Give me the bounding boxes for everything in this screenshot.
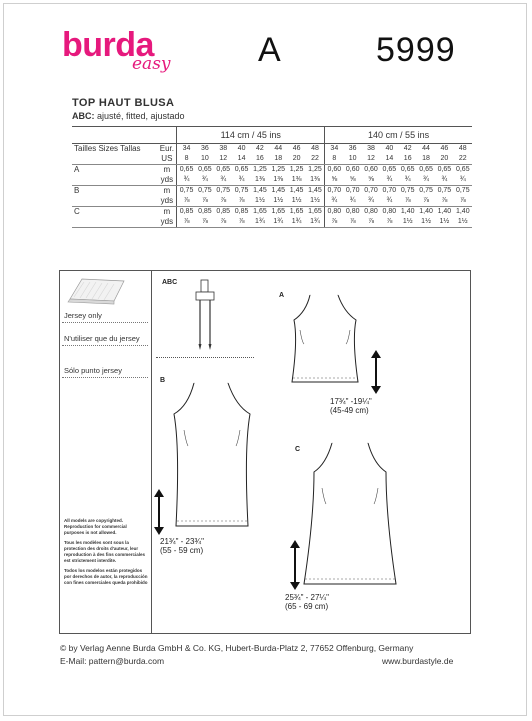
- eur-size-cell: 42: [403, 145, 412, 152]
- meters-cell: 1,25: [308, 166, 322, 173]
- meters-cell: 0,75: [419, 187, 433, 194]
- yards-cell: 1¾: [306, 217, 325, 228]
- eur-size-cell: 40: [385, 145, 394, 152]
- yards-cell: ¾: [214, 175, 232, 186]
- length-arrow-icon: [371, 350, 381, 394]
- yards-cell: ⅝: [344, 175, 362, 186]
- meters-cell: 0,75: [179, 187, 194, 194]
- yards-cell: ⅞: [399, 196, 417, 207]
- unit-label: yds: [157, 217, 177, 228]
- meters-cell: 1,40: [455, 208, 470, 215]
- length-inches: 25¾" - 27¼": [285, 593, 329, 602]
- yards-cell: 1½: [251, 196, 269, 207]
- fit-code: ABC:: [72, 111, 95, 121]
- yards-cell: 1½: [417, 217, 435, 228]
- yards-cell: 1½: [269, 196, 287, 207]
- eur-size-cell: 46: [292, 145, 301, 152]
- meters-cell: 1,65: [289, 208, 304, 215]
- meters-cell: 1,40: [437, 208, 452, 215]
- length-inches: 21¾" - 23¾": [160, 537, 204, 546]
- meters-cell: 0,75: [400, 187, 415, 194]
- meters-cell: 1,45: [271, 187, 286, 194]
- twin-needle-icon: [190, 278, 220, 352]
- copyright-notice: [64, 518, 148, 586]
- view-letter: A: [258, 31, 281, 69]
- yards-cell: ¾: [344, 196, 362, 207]
- copyright-en-2: Reproduction for commercial purposes is not allowed.: [64, 524, 127, 535]
- meters-cell: 0,85: [234, 208, 249, 215]
- meters-cell: 1,40: [400, 208, 415, 215]
- divider: [62, 377, 148, 378]
- yards-cell: 1½: [287, 196, 305, 207]
- yards-cell: ¾: [362, 196, 380, 207]
- meters-cell: 0,70: [364, 187, 378, 194]
- us-size-cell: 20: [435, 154, 453, 165]
- meters-cell: 0,85: [216, 208, 231, 215]
- us-size-cell: 10: [344, 154, 362, 165]
- us-size-cell: 14: [380, 154, 398, 165]
- unit-label: yds: [157, 175, 177, 186]
- view-row-label: A: [74, 165, 80, 174]
- divider: [62, 345, 148, 346]
- yards-cell: ¾: [380, 196, 398, 207]
- publisher-line: © by Verlag Aenne Burda GmbH & Co. KG, Hubert-Burda-Platz 2, 77652 Offenburg, Germany: [60, 643, 414, 653]
- eur-size-cell: 40: [237, 145, 246, 152]
- meters-cell: 0,80: [364, 208, 378, 215]
- length-cm: (45-49 cm): [330, 406, 369, 415]
- yards-cell: ¾: [325, 196, 344, 207]
- meters-cell: 1,65: [253, 208, 267, 215]
- meters-cell: 0,65: [437, 166, 452, 173]
- meters-cell: 0,70: [345, 187, 360, 194]
- meters-cell: 0,60: [364, 166, 378, 173]
- meters-cell: 0,85: [179, 208, 194, 215]
- eur-size-cell: 42: [256, 145, 264, 152]
- burda-logo: burda: [62, 26, 154, 64]
- yards-cell: ⅞: [232, 196, 250, 207]
- pattern-number: 5999: [376, 31, 456, 69]
- eur-size-cell: 44: [274, 145, 283, 152]
- length-inches: 17¾" -19¼": [330, 397, 372, 406]
- yards-cell: ⅞: [380, 217, 398, 228]
- yards-cell: 1¾: [251, 217, 269, 228]
- meters-cell: 0,75: [198, 187, 212, 194]
- meters-cell: 0,65: [234, 166, 249, 173]
- yards-cell: ¾: [177, 175, 196, 186]
- fabric-note-es: Sólo punto jersey: [64, 366, 122, 375]
- length-cm: (55 - 59 cm): [160, 546, 204, 555]
- yards-cell: ⅞: [177, 196, 196, 207]
- meters-cell: 0,65: [419, 166, 433, 173]
- meters-cell: 0,80: [382, 208, 397, 215]
- view-a-drawing: [280, 290, 370, 386]
- width-group-114: 114 cm / 45 ins: [177, 127, 325, 144]
- yards-cell: ⅝: [325, 175, 344, 186]
- panel-divider: [151, 270, 152, 634]
- yards-cell: 1⅜: [287, 175, 305, 186]
- eur-size-cell: 38: [367, 145, 375, 152]
- unit-label: m: [157, 207, 177, 218]
- us-size-cell: 10: [196, 154, 214, 165]
- meters-cell: 0,65: [400, 166, 415, 173]
- meters-cell: 0,65: [455, 166, 470, 173]
- yards-cell: ⅞: [232, 217, 250, 228]
- size-header-label: Tailles Sizes Tallas: [74, 144, 141, 153]
- copyright-en-1: All models are copyrighted.: [64, 518, 124, 523]
- jersey-fabric-icon: [64, 277, 126, 305]
- yards-cell: ⅞: [177, 217, 196, 228]
- us-size-cell: 20: [287, 154, 305, 165]
- meters-cell: 1,45: [308, 187, 322, 194]
- us-size-cell: 18: [269, 154, 287, 165]
- meters-cell: 0,60: [325, 165, 344, 176]
- yards-cell: ¾: [454, 175, 472, 186]
- yards-cell: 1¾: [269, 217, 287, 228]
- yards-cell: ⅞: [196, 196, 214, 207]
- easy-logo: easy: [132, 54, 171, 74]
- meters-cell: 0,80: [345, 208, 360, 215]
- meters-cell: 0,70: [382, 187, 397, 194]
- meters-cell: 1,45: [289, 187, 304, 194]
- us-size-cell: 22: [454, 154, 472, 165]
- yards-cell: 1⅜: [306, 175, 325, 186]
- meters-cell: 1,25: [289, 166, 304, 173]
- yards-cell: 1½: [399, 217, 417, 228]
- view-a-length: [330, 397, 372, 415]
- yards-cell: 1½: [306, 196, 325, 207]
- us-size-cell: 18: [417, 154, 435, 165]
- meters-cell: 1,65: [271, 208, 286, 215]
- meters-cell: 0,65: [382, 166, 397, 173]
- us-size-cell: 14: [232, 154, 250, 165]
- divider: [62, 322, 148, 323]
- us-size-cell: 22: [306, 154, 325, 165]
- us-size-cell: 12: [362, 154, 380, 165]
- yards-cell: ⅞: [214, 217, 232, 228]
- garment-title: TOP HAUT BLUSA: [72, 97, 175, 109]
- yardage-row-m: [72, 207, 472, 218]
- divider: [156, 357, 254, 358]
- eur-size-cell: 46: [440, 145, 449, 152]
- view-c-drawing: [296, 438, 406, 588]
- length-cm: (65 - 69 cm): [285, 602, 329, 611]
- yardage-row-yds: [72, 217, 472, 228]
- length-arrow-icon: [290, 540, 300, 590]
- eur-size-cell: 34: [182, 145, 191, 152]
- us-size-cell: 16: [251, 154, 269, 165]
- meters-cell: 0,60: [345, 166, 360, 173]
- view-b-label: B: [160, 377, 166, 384]
- eur-size-cell: 48: [311, 145, 319, 152]
- yards-cell: ¾: [399, 175, 417, 186]
- yards-cell: ⅝: [362, 175, 380, 186]
- meters-cell: 1,25: [253, 166, 267, 173]
- yards-cell: 1⅜: [251, 175, 269, 186]
- unit-label: yds: [157, 196, 177, 207]
- yards-cell: ⅞: [196, 217, 214, 228]
- us-size-cell: 8: [177, 154, 196, 165]
- us-size-cell: 12: [214, 154, 232, 165]
- meters-cell: 0,75: [455, 187, 470, 194]
- copyright-es: Todos los modelos están protegidos por derechos de autor, la reproducción con fines comerciales queda prohibido: [64, 568, 148, 585]
- yardage-row-yds: [72, 196, 472, 207]
- view-c-length: [285, 593, 329, 611]
- copyright-fr: Tous les modèles sont sous la protection des droits d'auteur, leur reproduction à des fins commerciales est strictement interdite.: [64, 540, 146, 563]
- meters-cell: 0,65: [198, 166, 212, 173]
- eur-size-cell: 36: [200, 145, 209, 152]
- view-b-drawing: [164, 378, 260, 530]
- meters-cell: 0,85: [198, 208, 212, 215]
- yards-cell: ⅞: [214, 196, 232, 207]
- meters-cell: 1,25: [271, 166, 286, 173]
- eur-size-cell: 44: [422, 145, 430, 152]
- fabric-note-fr: N'utiliser que du jersey: [64, 334, 140, 343]
- yards-cell: ¾: [435, 175, 453, 186]
- eur-label: Eur.: [157, 144, 177, 155]
- meters-cell: 0,80: [325, 207, 344, 218]
- website-line: www.burdastyle.de: [382, 656, 454, 666]
- eur-size-cell: 36: [348, 145, 357, 152]
- eur-size-cell: 38: [219, 145, 228, 152]
- yards-cell: 1¾: [287, 217, 305, 228]
- yards-cell: ¾: [232, 175, 250, 186]
- unit-label: m: [157, 165, 177, 176]
- meters-cell: 0,75: [437, 187, 452, 194]
- unit-label: m: [157, 186, 177, 197]
- yards-cell: ¾: [380, 175, 398, 186]
- width-group-140: 140 cm / 55 ins: [325, 127, 472, 144]
- meters-cell: 1,45: [253, 187, 267, 194]
- fit-text: ajusté, fitted, ajustado: [94, 111, 185, 121]
- yards-cell: ⅞: [344, 217, 362, 228]
- meters-cell: 1,65: [308, 208, 322, 215]
- yards-cell: ⅞: [362, 217, 380, 228]
- us-size-cell: 8: [325, 154, 344, 165]
- notions-label: ABC: [162, 279, 178, 286]
- fit-description: [72, 111, 185, 121]
- fabric-note-en: Jersey only: [64, 311, 102, 320]
- yards-cell: 1⅜: [269, 175, 287, 186]
- yardage-row-m: [72, 186, 472, 197]
- us-size-cell: 16: [399, 154, 417, 165]
- meters-cell: 0,75: [216, 187, 231, 194]
- eur-size-cell: 48: [458, 145, 467, 152]
- us-size-row: [72, 154, 472, 165]
- meters-cell: 0,70: [325, 186, 344, 197]
- yards-cell: ⅞: [454, 196, 472, 207]
- view-row-label: B: [74, 186, 80, 195]
- yards-cell: ⅞: [417, 196, 435, 207]
- yardage-row-yds: [72, 175, 472, 186]
- yards-cell: ¾: [196, 175, 214, 186]
- yardage-table: [72, 126, 472, 228]
- view-c-label: C: [295, 446, 301, 453]
- yards-cell: ⅞: [325, 217, 344, 228]
- length-arrow-icon: [154, 489, 164, 535]
- meters-cell: 0,75: [234, 187, 249, 194]
- eur-size-row: [72, 144, 472, 155]
- view-a-label: A: [279, 292, 285, 299]
- yards-cell: ¾: [417, 175, 435, 186]
- view-b-length: [160, 537, 204, 555]
- meters-cell: 1,40: [419, 208, 433, 215]
- meters-cell: 0,65: [216, 166, 231, 173]
- us-label: US: [157, 154, 177, 165]
- view-row-label: C: [74, 207, 80, 216]
- yards-cell: ⅞: [435, 196, 453, 207]
- yards-cell: 1½: [435, 217, 453, 228]
- email-line: E-Mail: pattern@burda.com: [60, 656, 165, 666]
- eur-size-cell: 34: [325, 144, 344, 155]
- yards-cell: 1½: [454, 217, 472, 228]
- yardage-row-m: [72, 165, 472, 176]
- meters-cell: 0,65: [179, 166, 194, 173]
